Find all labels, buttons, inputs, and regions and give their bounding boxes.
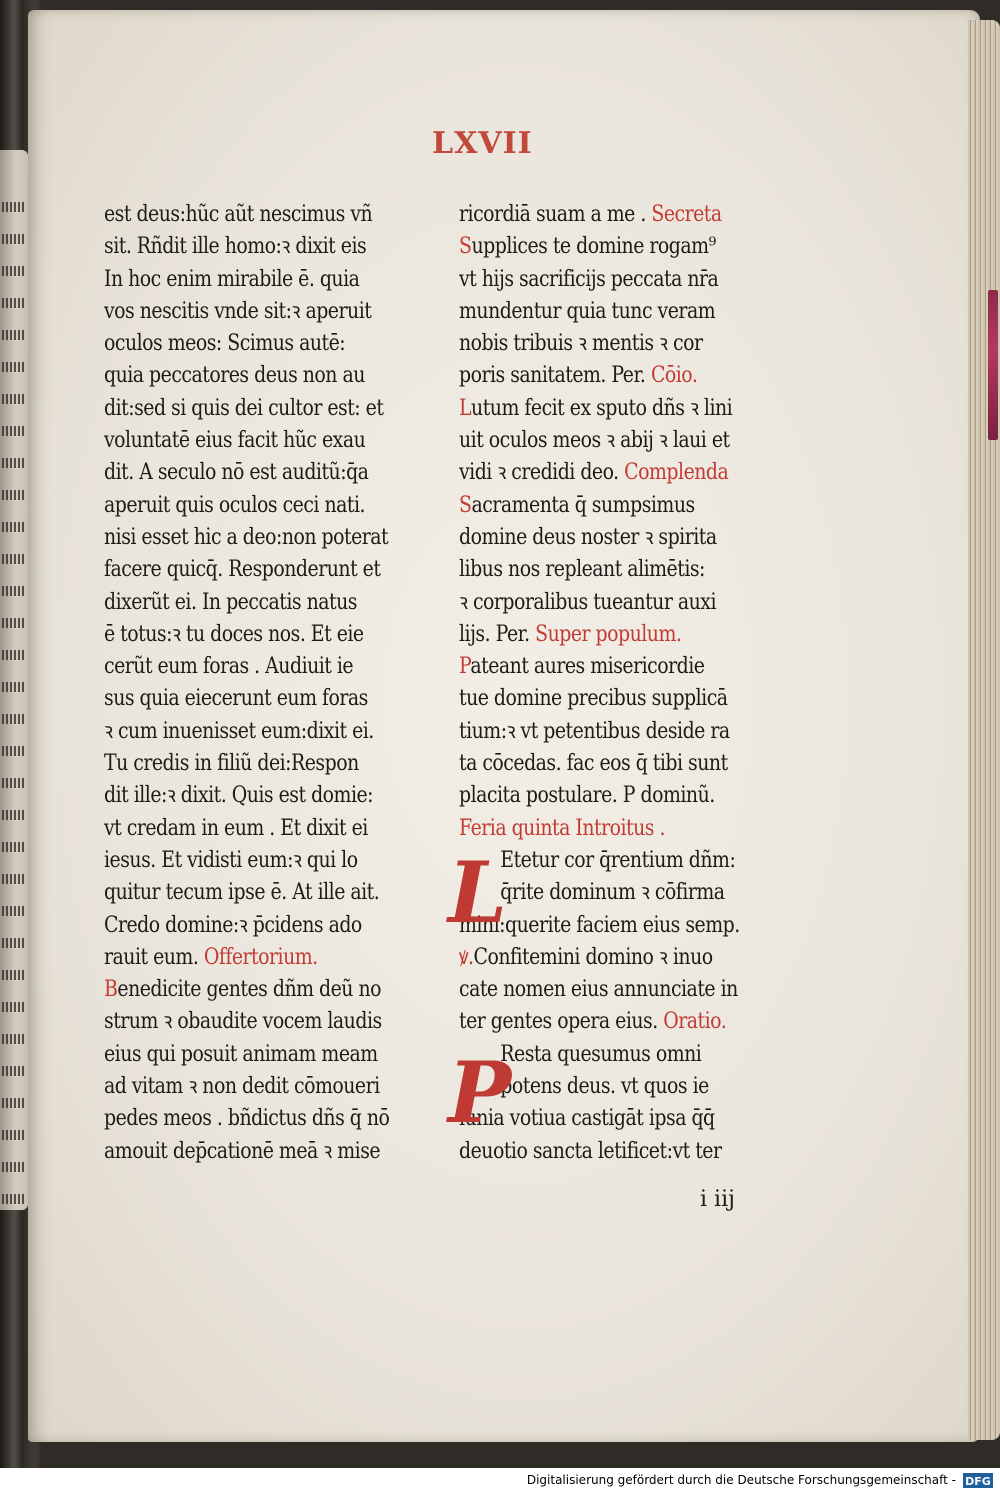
line-text: voluntatē eius facit hũc exau [104,428,366,454]
line-text: poris sanitatem. Per. [459,363,646,389]
text-line [104,360,421,392]
facing-page-text-fragment [2,1130,24,1140]
facing-page-text-fragment [2,1002,24,1012]
text-line [104,393,421,425]
line-text: mundentur quia tunc veram [459,298,716,324]
folio-number: LXVII [432,126,533,161]
drop-cap-p: P [448,1043,512,1142]
line-text: vidi ꝛ credidi deo. [459,460,619,486]
rubric-text: Super populum. [535,621,682,647]
rubric-text: Oratio. [663,1009,727,1035]
text-line [459,845,816,877]
line-text: Credo domine:ꝛ p̄cidens ado [104,912,362,938]
text-line [459,199,774,231]
facing-page-text-fragment [2,682,24,692]
facing-page-text-fragment [2,586,24,596]
facing-page-text-fragment [2,810,24,820]
text-line [459,1039,816,1071]
facing-page-text-fragment [2,714,24,724]
line-text: nisi esset hic a deo:non poterat [104,524,389,550]
facing-page-text-fragment [2,778,24,788]
facing-page-text-fragment [2,554,24,564]
rubric-initial: S [459,234,472,260]
text-line [459,813,774,845]
text-line [104,683,421,715]
text-line [104,748,421,780]
text-line [104,651,421,683]
facing-page-text-fragment [2,298,24,308]
text-line [459,877,816,909]
text-line [459,425,774,457]
line-text: facere quicq̄. Responderunt et [104,557,381,583]
line-text: dit ille:ꝛ dixit. Quis est domie: [104,783,374,809]
line-text: ter gentes opera eius. [459,1009,658,1035]
line-text: vt hijs sacrificijs peccata nr̄a [459,266,719,292]
text-line [459,490,774,522]
line-text: dit:sed si quis dei cultor est: et [104,395,384,421]
line-text: mini:querite faciem eius semp. [459,912,740,938]
text-line [104,845,421,877]
facing-page-text-fragment [2,1162,24,1172]
line-text: cate nomen eius annunciate in [459,977,738,1003]
bookmark-ribbon [988,290,998,440]
text-line [459,974,774,1006]
line-text: upplices te domine rogam⁹ [471,234,716,260]
facing-page-text-fragment [2,746,24,756]
text-line [459,1071,816,1103]
facing-page-text-fragment [2,650,24,660]
text-line [459,360,774,392]
line-text: rauit eum. [104,944,199,970]
text-line [104,1039,421,1071]
facing-page-text-fragment [2,522,24,532]
text-line [104,974,421,1006]
line-text: ricordiā suam a me . [459,202,646,227]
facing-page-edge [0,150,28,1210]
text-line [104,425,421,457]
facing-page-text-fragment [2,362,24,372]
rubric-text: Complenda [624,460,729,486]
rubric-initial: L [459,395,472,421]
right-text-column [459,199,775,1168]
text-line [459,231,774,263]
text-line [104,199,421,231]
line-text: tium:ꝛ vt petentibus deside ra [459,718,730,744]
line-text: ē totus:ꝛ tu doces nos. Et eie [104,621,364,647]
text-line [459,748,774,780]
facing-page-text-fragment [2,874,24,884]
line-text: nobis tribuis ꝛ mentis ꝛ cor [459,331,703,357]
line-text: enedicite gentes dñm deũ no [117,977,382,1003]
text-line [104,780,421,812]
line-text: iesus. Et vidisti eum:ꝛ qui lo [104,847,358,873]
text-line [459,780,774,812]
line-text: Etetur cor q̄rentium dñm: [500,847,736,873]
page-stack-edge [968,20,1000,1440]
text-line [459,1006,774,1038]
rubric-initial: B [104,977,118,1003]
line-text: iunia votiua castigāt ipsa q̄q̄ [459,1106,715,1132]
facing-page-text-fragment [2,490,24,500]
line-text: placita postulare. P dominũ. [459,783,715,809]
text-line [104,1006,421,1038]
text-line [104,716,421,748]
text-line [104,813,421,845]
text-line [104,231,421,263]
line-text: eius qui posuit animam meam [104,1041,378,1067]
line-text: pedes meos . bñdictus dñs q̄ nō [104,1106,390,1132]
text-line [104,296,421,328]
line-text: quitur tecum ipse ē. At ille ait. [104,880,380,906]
line-text: sit. Rñdit ille homo:ꝛ dixit eis [104,234,367,260]
line-text: lijs. Per. [459,621,530,647]
facing-page-text-fragment [2,426,24,436]
line-text: est deus:hũc aũt nescimus vñ [104,202,373,227]
facing-page-text-fragment [2,234,24,244]
line-text: dixerũt ei. In peccatis natus [104,589,357,615]
text-line [104,1136,421,1168]
text-line [104,1103,421,1135]
line-text: aperuit quis oculos ceci nati. [104,492,366,518]
left-text-column [104,199,422,1168]
line-text: ꝛ corporalibus tueantur auxi [459,589,717,615]
line-text: q̄rite dominum ꝛ cōfirma [500,880,725,906]
facing-page-text-fragment [2,1098,24,1108]
text-line [459,942,774,974]
text-line [104,910,421,942]
text-line [459,264,774,296]
facing-page-text-fragment [2,330,24,340]
line-text: domine deus noster ꝛ spirita [459,524,717,550]
text-line [104,619,421,651]
facing-page-text-fragment [2,394,24,404]
text-line [104,877,421,909]
facing-page-text-fragment [2,1034,24,1044]
text-line [104,264,421,296]
facing-page-text-fragment [2,1194,24,1204]
line-text: tue domine precibus supplicā [459,686,728,712]
facing-page-text-fragment [2,202,24,212]
facing-page-text-fragment [2,938,24,948]
facing-page-text-fragment [2,458,24,468]
line-text: amouit dep̄cationē meā ꝛ mise [104,1138,381,1164]
line-text: quia peccatores deus non au [104,363,365,389]
facing-page-text-fragment [2,266,24,276]
line-text: potens deus. vt quos ie [500,1074,709,1100]
line-text: Resta quesumus omni [500,1041,702,1067]
line-text: ateant aures misericordie [470,654,705,680]
text-line [104,554,421,586]
text-line [104,942,421,974]
line-text: vos nescitis vnde sit:ꝛ aperuit [104,298,372,324]
text-line [459,457,774,489]
dfg-logo-icon [962,1471,994,1490]
line-text: libus nos repleant alimētis: [459,557,705,583]
svg-text:DFG: DFG [965,1475,991,1488]
rubric-initial: ꝟ. [459,944,474,970]
drop-cap-l: L [448,843,508,942]
line-text: dit. A seculo nō est auditũ:q̄a [104,460,369,486]
facing-page-text-fragment [2,906,24,916]
line-text: ad vitam ꝛ non dedit cōmoueri [104,1074,380,1100]
text-line [459,296,774,328]
line-text: vt credam in eum . Et dixit ei [104,815,368,841]
line-text: Confitemini domino ꝛ inuo [473,944,713,970]
credit-bar [0,1468,1000,1493]
text-line [104,1071,421,1103]
text-line [104,328,421,360]
facing-page-text-fragment [2,842,24,852]
text-line [459,716,774,748]
text-line [104,457,421,489]
text-line [459,587,774,619]
text-line [459,328,774,360]
line-text: oculos meos: Scimus autē: [104,331,346,357]
line-text: ta cōcedas. fac eos q̄ tibi sunt [459,751,728,777]
text-line [104,522,421,554]
line-text: strum ꝛ obaudite vocem laudis [104,1009,382,1035]
text-line [459,651,774,683]
text-line [104,587,421,619]
facing-page-text-fragment [2,618,24,628]
rubric-initial: S [459,492,472,518]
line-text: cerũt eum foras . Audiuit ie [104,654,354,680]
rubric-text: Cōio. [650,363,698,389]
text-line [459,522,774,554]
line-text: sus quia eiecerunt eum foras [104,686,368,712]
rubric-initial: P [459,654,471,680]
line-text: In hoc enim mirabile ē. quia [104,266,360,292]
rubric-text: Offertorium. [203,944,318,970]
text-line [459,683,774,715]
facing-page-text-fragment [2,970,24,980]
text-line [459,554,774,586]
line-text: ꝛ cum inuenisset eum:dixit ei. [104,718,374,744]
text-line [459,619,774,651]
text-line [459,393,774,425]
line-text: deuotio sancta letificet:vt ter [459,1138,722,1164]
facing-page-text-fragment [2,1066,24,1076]
line-text: acramenta q̄ sumpsimus [471,492,695,518]
line-text: uit oculos meos ꝛ abij ꝛ laui et [459,428,730,454]
credit-text: Digitalisierung gefördert durch die Deutsche Forschungsgemeinschaft - [526,1473,956,1487]
line-text: Tu credis in filiũ dei:Respon [104,751,359,777]
rubric-heading: Feria quinta Introitus . [459,815,666,841]
line-text: utum fecit ex sputo dñs ꝛ lini [471,395,733,421]
signature-mark: i iij [700,1187,735,1212]
rubric-text: Secreta [651,202,722,227]
text-line [104,490,421,522]
